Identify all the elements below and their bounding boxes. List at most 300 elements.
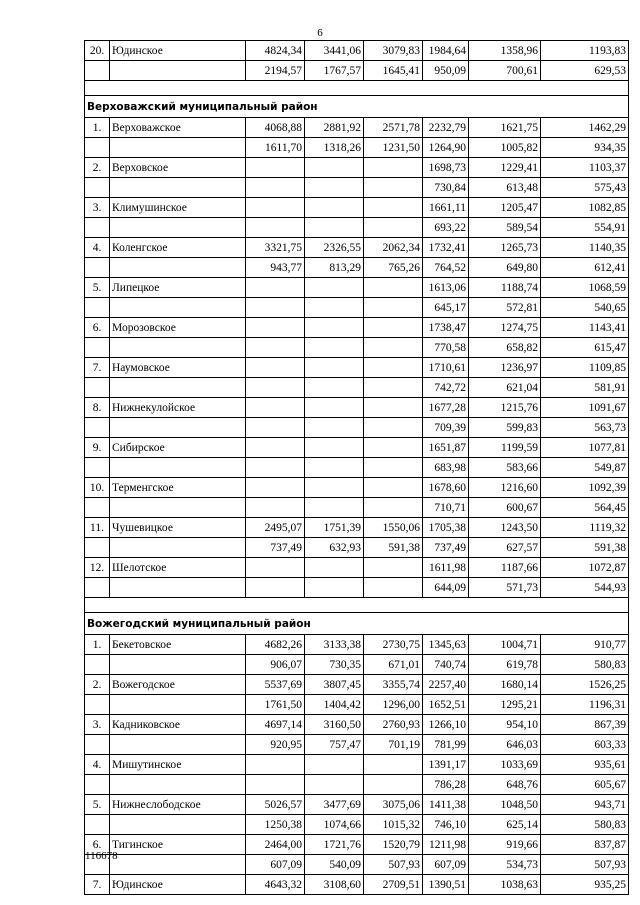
table-row (85, 675, 629, 695)
value-cell: 3477,69 (305, 795, 364, 815)
value-cell (305, 478, 364, 498)
value-cell: 934,35 (541, 138, 629, 158)
value-cell: 1033,69 (469, 755, 541, 775)
value-cell: 1645,41 (364, 61, 423, 81)
value-cell: 737,49 (423, 538, 469, 558)
row-number: 8. (85, 398, 110, 418)
value-cell (364, 398, 423, 418)
value-cell: 648,76 (469, 775, 541, 795)
value-cell: 701,19 (364, 735, 423, 755)
value-cell (305, 755, 364, 775)
value-cell: 742,72 (423, 378, 469, 398)
value-cell: 3108,60 (305, 875, 364, 895)
row-number (85, 378, 110, 398)
value-cell: 1109,85 (541, 358, 629, 378)
value-cell (305, 218, 364, 238)
value-cell (246, 338, 305, 358)
value-cell: 1738,47 (423, 318, 469, 338)
value-cell: 1077,81 (541, 438, 629, 458)
value-cell: 2232,79 (423, 118, 469, 138)
value-cell: 837,87 (541, 835, 629, 855)
value-cell: 906,07 (246, 655, 305, 675)
table-row (85, 755, 629, 775)
table-row (85, 398, 629, 418)
value-cell: 1520,79 (364, 835, 423, 855)
value-cell: 572,81 (469, 298, 541, 318)
settlement-name: Коленгское (110, 238, 246, 258)
value-cell (364, 418, 423, 438)
row-number: 4. (85, 755, 110, 775)
value-cell (305, 438, 364, 458)
value-cell: 1092,39 (541, 478, 629, 498)
value-cell: 693,22 (423, 218, 469, 238)
table-row (85, 358, 629, 378)
value-cell: 599,83 (469, 418, 541, 438)
table-row (85, 178, 629, 198)
value-cell: 3441,06 (305, 41, 364, 61)
value-cell (246, 318, 305, 338)
value-cell: 507,93 (541, 855, 629, 875)
value-cell: 3160,50 (305, 715, 364, 735)
row-number: 3. (85, 198, 110, 218)
value-cell: 581,91 (541, 378, 629, 398)
row-number (85, 498, 110, 518)
table-row (85, 478, 629, 498)
value-cell: 575,43 (541, 178, 629, 198)
table-row (85, 198, 629, 218)
table-row (85, 298, 629, 318)
value-cell (305, 198, 364, 218)
value-cell: 1091,67 (541, 398, 629, 418)
section-title: Верховажский муниципальный район (85, 96, 629, 118)
value-cell: 1015,32 (364, 815, 423, 835)
row-number (85, 298, 110, 318)
value-cell: 619,78 (469, 655, 541, 675)
value-cell: 730,35 (305, 655, 364, 675)
value-cell (364, 438, 423, 458)
value-cell: 1188,74 (469, 278, 541, 298)
settlement-name: Вожегодское (110, 675, 246, 695)
settlement-name (110, 138, 246, 158)
settlement-name (110, 61, 246, 81)
row-number: 6. (85, 318, 110, 338)
value-cell: 1721,76 (305, 835, 364, 855)
value-cell: 1710,61 (423, 358, 469, 378)
value-cell: 2062,34 (364, 238, 423, 258)
value-cell (246, 498, 305, 518)
value-cell (246, 278, 305, 298)
table-row (85, 118, 629, 138)
value-cell: 554,91 (541, 218, 629, 238)
value-cell: 1005,82 (469, 138, 541, 158)
value-cell: 1751,39 (305, 518, 364, 538)
value-cell: 1264,90 (423, 138, 469, 158)
settlement-name: Липецкое (110, 278, 246, 298)
value-cell: 4824,34 (246, 41, 305, 61)
value-cell: 3075,06 (364, 795, 423, 815)
value-cell: 1215,76 (469, 398, 541, 418)
value-cell: 1229,41 (469, 158, 541, 178)
value-cell (246, 458, 305, 478)
value-cell: 1678,60 (423, 478, 469, 498)
settlement-name: Юдинское (110, 875, 246, 895)
row-number: 5. (85, 795, 110, 815)
settlement-name (110, 218, 246, 238)
settlement-name: Климушинское (110, 198, 246, 218)
value-cell (246, 378, 305, 398)
row-number (85, 258, 110, 278)
table-row (85, 538, 629, 558)
value-cell: 1295,21 (469, 695, 541, 715)
settlement-name (110, 458, 246, 478)
value-cell: 645,17 (423, 298, 469, 318)
table-row (85, 795, 629, 815)
table-row (85, 418, 629, 438)
value-cell: 1187,66 (469, 558, 541, 578)
value-cell: 1732,41 (423, 238, 469, 258)
value-cell: 5537,69 (246, 675, 305, 695)
value-cell: 2326,55 (305, 238, 364, 258)
table-row (85, 775, 629, 795)
value-cell: 1103,37 (541, 158, 629, 178)
row-number: 3. (85, 715, 110, 735)
table-row (85, 815, 629, 835)
value-cell: 1274,75 (469, 318, 541, 338)
value-cell: 1243,50 (469, 518, 541, 538)
value-cell (305, 338, 364, 358)
value-cell: 2495,07 (246, 518, 305, 538)
value-cell (246, 775, 305, 795)
value-cell: 629,53 (541, 61, 629, 81)
value-cell (305, 318, 364, 338)
value-cell: 603,33 (541, 735, 629, 755)
value-cell (364, 775, 423, 795)
value-cell: 607,09 (423, 855, 469, 875)
settlement-name: Морозовское (110, 318, 246, 338)
value-cell: 580,83 (541, 815, 629, 835)
value-cell (364, 278, 423, 298)
value-cell: 954,10 (469, 715, 541, 735)
value-cell (364, 458, 423, 478)
value-cell: 2464,00 (246, 835, 305, 855)
settlement-name: Нижнеслободское (110, 795, 246, 815)
value-cell (364, 218, 423, 238)
value-cell: 1404,42 (305, 695, 364, 715)
value-cell: 644,09 (423, 578, 469, 598)
table-row (85, 498, 629, 518)
table-body (85, 41, 629, 895)
value-cell: 1390,51 (423, 875, 469, 895)
value-cell (246, 558, 305, 578)
value-cell: 1621,75 (469, 118, 541, 138)
table-row (85, 438, 629, 458)
value-cell: 910,77 (541, 635, 629, 655)
value-cell (246, 755, 305, 775)
settlement-name: Сибирское (110, 438, 246, 458)
table-row (85, 875, 629, 895)
value-cell (246, 298, 305, 318)
settlement-name (110, 418, 246, 438)
value-cell: 600,67 (469, 498, 541, 518)
value-cell: 935,61 (541, 755, 629, 775)
table-row (85, 338, 629, 358)
settlement-name (110, 298, 246, 318)
value-cell: 2730,75 (364, 635, 423, 655)
row-number: 1. (85, 118, 110, 138)
value-cell: 1266,10 (423, 715, 469, 735)
row-number: 20. (85, 41, 110, 61)
row-number (85, 815, 110, 835)
value-cell: 1038,63 (469, 875, 541, 895)
value-cell (364, 198, 423, 218)
value-cell: 4697,14 (246, 715, 305, 735)
value-cell: 2194,57 (246, 61, 305, 81)
value-cell: 612,41 (541, 258, 629, 278)
value-cell: 1250,38 (246, 815, 305, 835)
value-cell: 950,09 (423, 61, 469, 81)
value-cell: 1345,63 (423, 635, 469, 655)
value-cell: 2571,78 (364, 118, 423, 138)
value-cell: 621,04 (469, 378, 541, 398)
row-number: 10. (85, 478, 110, 498)
value-cell: 3079,83 (364, 41, 423, 61)
table-row (85, 558, 629, 578)
value-cell: 764,52 (423, 258, 469, 278)
value-cell: 1318,26 (305, 138, 364, 158)
row-number (85, 338, 110, 358)
row-number: 1. (85, 635, 110, 655)
value-cell: 2760,93 (364, 715, 423, 735)
value-cell (305, 418, 364, 438)
value-cell: 2881,92 (305, 118, 364, 138)
value-cell (305, 558, 364, 578)
settlement-name (110, 178, 246, 198)
value-cell: 935,25 (541, 875, 629, 895)
value-cell: 1550,06 (364, 518, 423, 538)
value-cell: 4643,32 (246, 875, 305, 895)
value-cell: 549,87 (541, 458, 629, 478)
value-cell (246, 438, 305, 458)
value-cell: 730,84 (423, 178, 469, 198)
value-cell (246, 478, 305, 498)
value-cell: 786,28 (423, 775, 469, 795)
value-cell: 943,77 (246, 258, 305, 278)
value-cell: 580,83 (541, 655, 629, 675)
value-cell: 3355,74 (364, 675, 423, 695)
spacer-row (85, 598, 629, 613)
value-cell: 737,49 (246, 538, 305, 558)
value-cell: 1680,14 (469, 675, 541, 695)
value-cell: 544,93 (541, 578, 629, 598)
row-number (85, 61, 110, 81)
value-cell: 1199,59 (469, 438, 541, 458)
row-number: 9. (85, 438, 110, 458)
value-cell: 1193,83 (541, 41, 629, 61)
table-row (85, 61, 629, 81)
value-cell: 919,66 (469, 835, 541, 855)
value-cell: 605,67 (541, 775, 629, 795)
value-cell: 571,73 (469, 578, 541, 598)
value-cell: 5026,57 (246, 795, 305, 815)
value-cell: 1216,60 (469, 478, 541, 498)
value-cell: 564,45 (541, 498, 629, 518)
table-row (85, 695, 629, 715)
value-cell (305, 578, 364, 598)
value-cell: 1613,06 (423, 278, 469, 298)
settlement-name (110, 775, 246, 795)
value-cell: 710,71 (423, 498, 469, 518)
value-cell: 591,38 (364, 538, 423, 558)
settlement-name: Мишутинское (110, 755, 246, 775)
value-cell (364, 478, 423, 498)
value-cell (246, 218, 305, 238)
value-cell: 709,39 (423, 418, 469, 438)
document-code: 116678 (85, 850, 118, 862)
table-row (85, 258, 629, 278)
value-cell: 1761,50 (246, 695, 305, 715)
value-cell (305, 278, 364, 298)
value-cell: 1652,51 (423, 695, 469, 715)
value-cell (246, 178, 305, 198)
value-cell: 1391,17 (423, 755, 469, 775)
value-cell: 1984,64 (423, 41, 469, 61)
settlement-name: Тигинское (110, 835, 246, 855)
value-cell: 3807,45 (305, 675, 364, 695)
value-cell (305, 178, 364, 198)
value-cell: 534,73 (469, 855, 541, 875)
value-cell: 1296,00 (364, 695, 423, 715)
value-cell: 1140,35 (541, 238, 629, 258)
settlement-name (110, 855, 246, 875)
value-cell: 627,57 (469, 538, 541, 558)
value-cell: 700,61 (469, 61, 541, 81)
value-cell: 583,66 (469, 458, 541, 478)
table-row (85, 138, 629, 158)
table-row (85, 735, 629, 755)
value-cell: 1411,38 (423, 795, 469, 815)
value-cell: 613,48 (469, 178, 541, 198)
value-cell (364, 358, 423, 378)
value-cell: 1767,57 (305, 61, 364, 81)
settlement-name: Терменгское (110, 478, 246, 498)
value-cell: 540,65 (541, 298, 629, 318)
value-cell: 1231,50 (364, 138, 423, 158)
table-row (85, 278, 629, 298)
value-cell: 589,54 (469, 218, 541, 238)
row-number (85, 735, 110, 755)
value-cell: 943,71 (541, 795, 629, 815)
value-cell: 646,03 (469, 735, 541, 755)
value-cell: 607,09 (246, 855, 305, 875)
value-cell: 1119,32 (541, 518, 629, 538)
settlement-name: Чушевицкое (110, 518, 246, 538)
table-row (85, 378, 629, 398)
value-cell (305, 158, 364, 178)
value-cell (364, 498, 423, 518)
settlement-name (110, 735, 246, 755)
value-cell: 867,39 (541, 715, 629, 735)
row-number: 12. (85, 558, 110, 578)
value-cell (246, 418, 305, 438)
value-cell: 563,73 (541, 418, 629, 438)
row-number: 7. (85, 875, 110, 895)
section-title: Вожегодский муниципальный район (85, 613, 629, 635)
settlement-name (110, 655, 246, 675)
row-number: 2. (85, 675, 110, 695)
row-number (85, 218, 110, 238)
row-number: 7. (85, 358, 110, 378)
settlement-name (110, 258, 246, 278)
table-row (85, 518, 629, 538)
table-row (85, 458, 629, 478)
value-cell (246, 578, 305, 598)
value-cell (364, 578, 423, 598)
row-number: 5. (85, 278, 110, 298)
value-cell: 1048,50 (469, 795, 541, 815)
value-cell: 625,14 (469, 815, 541, 835)
value-cell: 1068,59 (541, 278, 629, 298)
value-cell: 615,47 (541, 338, 629, 358)
table-row (85, 218, 629, 238)
value-cell: 920,95 (246, 735, 305, 755)
row-number: 4. (85, 238, 110, 258)
settlement-name: Верховское (110, 158, 246, 178)
value-cell (364, 298, 423, 318)
value-cell (364, 755, 423, 775)
settlement-name: Нижнекулойское (110, 398, 246, 418)
value-cell (305, 498, 364, 518)
value-cell: 757,47 (305, 735, 364, 755)
value-cell: 1082,85 (541, 198, 629, 218)
row-number (85, 578, 110, 598)
value-cell: 765,26 (364, 258, 423, 278)
row-number (85, 138, 110, 158)
value-cell: 1074,66 (305, 815, 364, 835)
row-number (85, 775, 110, 795)
row-number: 11. (85, 518, 110, 538)
value-cell: 1205,47 (469, 198, 541, 218)
value-cell: 1651,87 (423, 438, 469, 458)
value-cell: 1526,25 (541, 675, 629, 695)
value-cell (364, 378, 423, 398)
value-cell: 649,80 (469, 258, 541, 278)
value-cell: 1462,29 (541, 118, 629, 138)
value-cell: 1211,98 (423, 835, 469, 855)
row-number (85, 655, 110, 675)
table-row (85, 158, 629, 178)
page-number: 6 (317, 27, 323, 39)
value-cell (246, 198, 305, 218)
value-cell (305, 775, 364, 795)
value-cell: 1072,87 (541, 558, 629, 578)
value-cell (305, 378, 364, 398)
value-cell: 3133,38 (305, 635, 364, 655)
value-cell: 540,09 (305, 855, 364, 875)
value-cell (364, 338, 423, 358)
value-cell: 591,38 (541, 538, 629, 558)
value-cell (246, 358, 305, 378)
settlement-name: Наумовское (110, 358, 246, 378)
value-cell: 1705,38 (423, 518, 469, 538)
table-row (85, 835, 629, 855)
spacer-cell (85, 81, 629, 96)
value-cell: 4068,88 (246, 118, 305, 138)
settlement-name (110, 538, 246, 558)
value-cell: 1611,98 (423, 558, 469, 578)
settlement-name (110, 338, 246, 358)
spacer-row (85, 81, 629, 96)
tariff-table (84, 40, 629, 895)
